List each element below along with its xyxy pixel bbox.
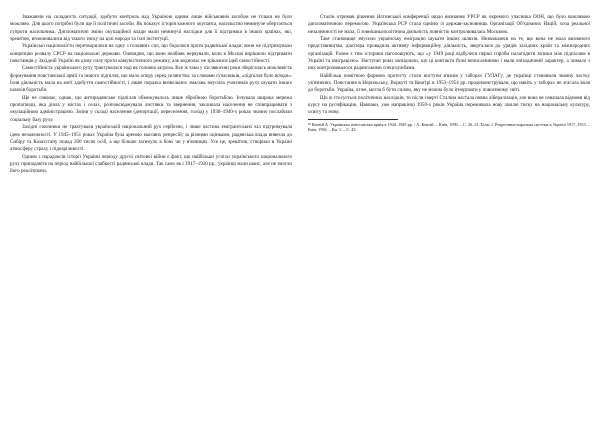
paragraph: Сталін отримав рішення Ялтинської конференції щодо визнання УРСР як окремого учасника ООН, що було важливою дипломатичною перемогою. Українська РСР стала однією із держав-засновниць Організації Об'єднаних Націй, хоча реальної незалежності не мала; її зовнішньополітична діяльність повністю контролювалась Москвою.: [308, 14, 590, 35]
paragraph: Ще не означає, однак, що антирадянське підпілля обмежувалось лише збройною боротьбою. Існувала широка мережа пропаганди, яка діяла у містах і селах, розповсюджувала листівки та звернення, закликала населення не співпрацювати з окупаційною адміністрацією. Зміни у складі населення (депортації, переселення, голод) у 1930–1940-х роках значно послабили соціальну базу руху.: [10, 94, 292, 123]
paragraph: Зважаючи на складність ситуації, здобути контроль над Україною одним лише військовим засобом не тільки не було можливо. Для цього потрібні були ще й політичні засоби. Як показує історія кожного окупанта, насильство неминуче обертається супроти насильника. Дипломатичні зміни окупаційної влади мали неминучі наслідки для її підтримки в інших країнах, які, зрештою, втомлювалися від такого тиску на цілі народи та їхні інституції.: [10, 14, 292, 43]
footnote-divider: [308, 119, 398, 120]
paragraph: Таке становище змусило українську еміграцію шукати інших шляхів. Незважаючи на те, що вона не мала визнаного представництва, діаспора провадила активну інформаційну діяльність, зверталася до урядів західних країн та міжнародних організацій. Разом з тим історики наголошують, що «у 1949 році відбулися перші спроби налагодити зв'язки між підпіллям в Україні та еміграцією». Наступні роки засвідчили, що ці контакти були нечисленними і мали епізодичний характер, а чимало з них контролювалося радянськими спецслужбами.: [308, 36, 590, 72]
footnote: ¹⁸ Кентій А. Українська повстанська армія в 1944–1945 рр. / А. Кентій. – Київ, 1999. – С. 26–31; Білас І. Репресивно-каральна система в Україні 1917–1953. – Київ, 1994. – Кн. 1. – С. 45.: [308, 121, 590, 133]
left-column: [10, 14, 292, 414]
paragraph: Самостійність українського руху трактувалася тоді як головна загроза. Все ж таки у післявоєнні роки зберігалась можливість формування повстанської армії та іншого підпілля, що мало опору серед селянства; за словами сучасників, «підпілля було всюди». Їхня діяльність мала на меті здобуття самостійності, і лише поразка визвольних змагань змусила учасників руху шукати інших шляхів боротьби.: [10, 65, 292, 94]
paragraph: Українські націоналісти перетворилися на одну з головних сил, що боролися проти радянської влади: вони не підтримували концепцію розвалу СРСР на національні держави. Очевидно, що вони неабияк нервували, коли в Москві вирішили підтримати повстанців у Західній Україні як дієву силу проти комуністичного режиму, але водночас не зрікалися ідей самостійності.: [10, 43, 292, 65]
paragraph: Одним з парадоксів історії України періоду другої світової війни є факт, що найбільші успіхи українського національного руху припадають на період найбільшої слабкості радянської влади. Так само як і 1917–1920 рр., українці мали шанс, але не змогли його реалізувати.: [10, 153, 292, 175]
paragraph: Західні союзники не трактували українській національний рух серйозно, і лише частина емігрантських кіл підтримувала ідею незалежності. У 1945–1951 роках Україна була ареною масових репресій; за різними оцінками, радянська влада вивезла до Сибіру та Казахстану понад 200 тисяч осіб, а ще більше загинуло в боях чи у в'язницях. Усе це, зрештою, створило в Україні атмосферу страху і підозріливості.: [10, 124, 292, 153]
paragraph: Найбільш помітною формою протесту стали виступи в'язнів у таборах ГУЛАГу, де українці становили значну частку ув'язнених. Повстання в Норильську, Воркуті та Кенгірі в 1953–1954 рр. продемонстрували, що навіть у таборах не згасала воля до боротьби. Україна, отже, могла б бути силою, яку не можна було ігнорувати у повоєнному світі.: [308, 72, 590, 94]
paragraph: Що ж стосується політичних наслідків, то після смерті Сталіна настала певна лібералізація, але вона не означала відмови від курсу на русифікацію. Навпаки, уже наприкінці 1950-х років Україна переживала нову хвилю тиску на національну культуру, освіту та мову.: [308, 94, 590, 116]
right-column: [308, 14, 590, 414]
